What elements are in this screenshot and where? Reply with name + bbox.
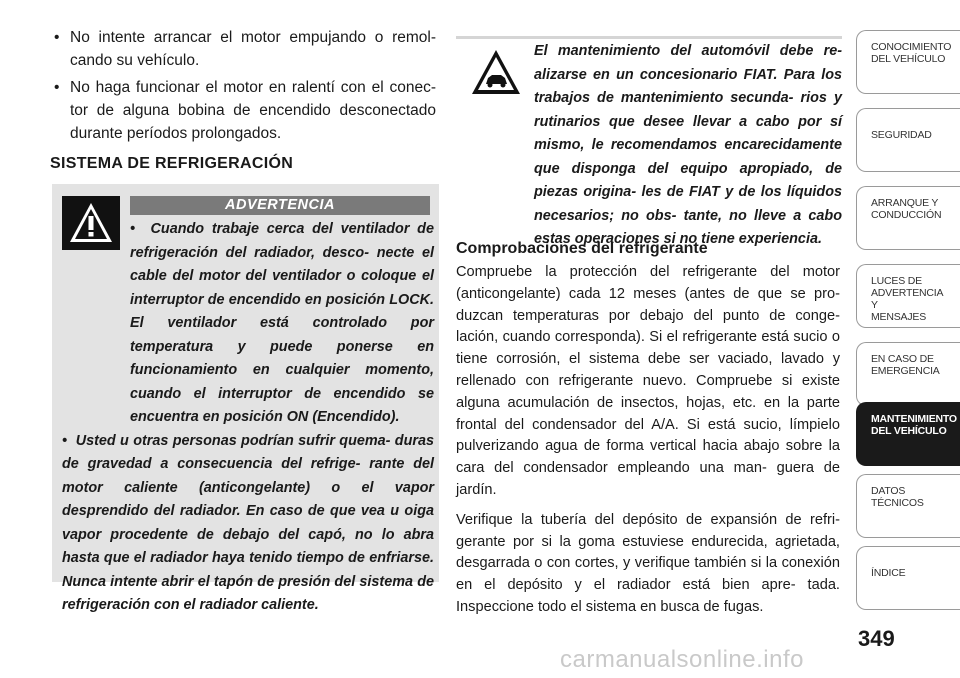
tab-indice[interactable]: ÍNDICE — [856, 546, 960, 610]
warning-item: • Usted u otras personas podrían sufrir quema- duras de gravedad a consecuencia del refrige- rante del motor caliente (anticongelante) o el vapor desprendido del radiador. En caso de que vea u oiga vapor procedente de debajo del capó, no lo abra hasta que el radiador haya tenido tiempo de enfriarse. Nunca intente abrir el tapón de presión del sistema de refrigeración con el radiador caliente. — [62, 432, 434, 613]
body-text — [456, 262, 840, 627]
page-number: 349 — [858, 626, 895, 651]
left-column — [50, 26, 436, 173]
paragraph: Compruebe la protección del refrigerante del motor (anticongelante) cada 12 meses (antes de que se pro- duzcan temperaturas por debajo del punto de conge- lación, cuando corresponda). Si el refrigerante está sucio o tiene corrosión, el sistema debe ser vaciado, lavado y rellenado con refrigerante nuevo. Compruebe si existe alguna acumulación de insectos, hojas, etc. en la parte frontal del condensador del A/A. Si está sucio, límpielo pulverizando agua de forma vertical hacia abajo sobre la cara del condensador empleando una man- guera de jardín. — [456, 264, 840, 498]
tab-datos[interactable]: DATOS TÉCNICOS — [856, 474, 960, 538]
list-item: • No haga funcionar el motor en ralentí con el conec- tor de alguna bobina de encendido desconectado durante períodos prolongados. — [54, 79, 436, 142]
tab-luces[interactable]: LUCES DE ADVERTENCIA Y MENSAJES — [856, 264, 960, 328]
warning-box — [52, 184, 439, 613]
warning-item: • Cuando trabaje cerca del ventilador de refrigeración del radiador, desco- necte el cable del motor del ventilador o coloque el interruptor de encendido en posición LOCK. El ventilador está controlado por temperatura y puede ponerse en funcionamiento en cualquier momento, cuando el interruptor de encendido se encuentra en posición ON (Encendido). — [130, 221, 434, 425]
warning-text — [62, 218, 434, 618]
sub-heading: Comprobaciones del refrigerante — [456, 240, 708, 257]
note-rule — [456, 36, 842, 39]
tab-mantenimiento[interactable]: MANTENIMIENTO DEL VEHÍCULO — [856, 402, 960, 466]
warning-label: ADVERTENCIA — [130, 196, 430, 215]
tab-emergencia[interactable]: EN CASO DE EMERGENCIA — [856, 342, 960, 406]
note-text: El mantenimiento del automóvil debe re- alizarse en un concesionario FIAT. Para los trabajos de mantenimiento secunda- rios y rutinarios que desee llevar a cabo por sí mismo, le recomendamos encarecidamente que disponga del equipo apropiado, de piezas origina- les de FIAT y de los líquidos necesarios; no obs- tante, no lleve a cabo estas operaciones si no tiene experiencia. — [534, 43, 842, 247]
bullet-list — [50, 26, 436, 145]
tab-seguridad[interactable]: SEGURIDAD — [856, 108, 960, 172]
tab-conocimiento[interactable]: CONOCIMIENTO DEL VEHÍCULO — [856, 30, 960, 94]
watermark: carmanualsonline.info — [560, 646, 804, 673]
section-heading: SISTEMA DE REFRIGERACIÓN — [50, 155, 294, 172]
paragraph: Verifique la tubería del depósito de expansión de refri- gerante por si la goma estuviese endurecida, agrietada, desgarrada o con cortes, y verifique también si la conexión en el depósito y el radiador está bien apre- tada. Inspeccione todo el sistema en busca de fugas. — [456, 511, 840, 615]
list-item: • No intente arrancar el motor empujando o remol- cando su vehículo. — [54, 29, 436, 69]
tab-arranque[interactable]: ARRANQUE Y CONDUCCIÓN — [856, 186, 960, 250]
